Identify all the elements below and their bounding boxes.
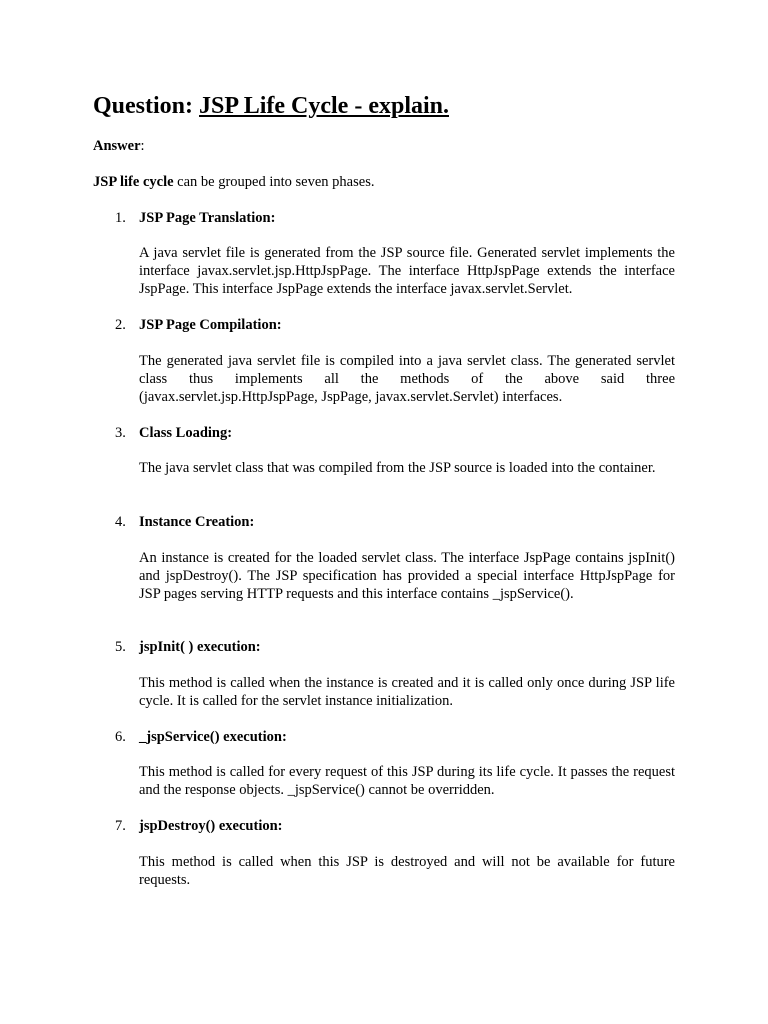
intro-bold: JSP life cycle (93, 174, 174, 190)
intro-text: can be grouped into seven phases. (173, 174, 375, 190)
question-topic: JSP Life Cycle - explain. (199, 93, 449, 119)
phase-heading: Instance Creation: (139, 514, 255, 530)
phase-number: 3. (115, 425, 126, 441)
answer-label-line (93, 136, 145, 156)
question-title (93, 90, 449, 122)
phase-description: This method is called when the instance is created and it is called only once during JSP life cycle. It is called for the servlet instance initialization. (139, 675, 675, 709)
phase-description: This method is called when this JSP is destroyed and will not be available for future requests. (139, 854, 675, 888)
phase-description: A java servlet file is generated from the JSP source file. Generated servlet implements the interface javax.servlet.jsp.HttpJspPage. The interface HttpJspPage extends the interface JspPage. This interface JspPage extends the interface javax.servlet.Servlet. (139, 245, 675, 297)
phase-heading: JSP Page Compilation: (139, 317, 282, 333)
phase-heading: JSP Page Translation: (139, 210, 276, 226)
phase-heading: jspDestroy() execution: (139, 818, 283, 834)
phase-number: 2. (115, 317, 126, 333)
phase-description: An instance is created for the loaded servlet class. The interface JspPage contains jspInit() and jspDestroy(). The JSP specification has provided a special interface HttpJspPage for JSP pages serving HTTP requests and this interface contains _jspService(). (139, 550, 675, 602)
phase-heading: Class Loading: (139, 425, 233, 441)
intro-paragraph (93, 172, 374, 192)
phase-number: 6. (115, 729, 126, 745)
phase-heading: _jspService() execution: (139, 729, 287, 745)
phase-description: The generated java servlet file is compiled into a java servlet class. The generated servlet class thus implements all the methods of the above said three (javax.servlet.jsp.HttpJspPage, JspPage, javax.servlet.Servlet) interfaces. (139, 353, 675, 405)
phase-heading: jspInit( ) execution: (139, 639, 261, 655)
phase-number: 5. (115, 639, 126, 655)
phase-number: 1. (115, 210, 126, 226)
question-prefix: Question: (93, 93, 200, 119)
phase-number: 7. (115, 818, 126, 834)
answer-colon: : (140, 138, 145, 154)
phase-description: The java servlet class that was compiled from the JSP source is loaded into the container. (139, 460, 656, 476)
phase-number: 4. (115, 514, 126, 530)
answer-label: Answer (93, 138, 141, 154)
phase-description: This method is called for every request of this JSP during its life cycle. It passes the request and the response objects. _jspService() cannot be overridden. (139, 764, 675, 798)
